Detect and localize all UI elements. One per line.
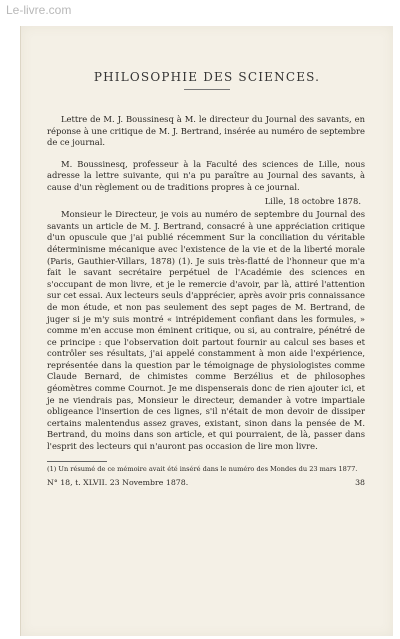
document-page <box>20 26 393 636</box>
footnote: (1) Un résumé de ce mémoire avait été inséré dans le numéro des Mondes du 23 mars 1877. <box>47 464 358 473</box>
article-body <box>47 114 365 489</box>
page-footer <box>47 477 365 489</box>
issue-reference: N° 18, t. XLVII. 23 Novembre 1878. <box>47 478 189 488</box>
title-divider <box>184 89 230 90</box>
intro-paragraph: Lettre de M. J. Boussinesq à M. le directeur du Journal des savants, en réponse à une critique de M. J. Bertrand, insérée au numéro de septembre de ce journal. <box>47 114 365 148</box>
page-number: 38 <box>355 478 365 488</box>
page-title: PHILOSOPHIE DES SCIENCES. <box>93 70 321 84</box>
letter-date: Lille, 18 octobre 1878. <box>264 195 361 206</box>
letter-paragraph: Monsieur le Directeur, je vois au numéro de septembre du Journal des savants un article de M. J. Bertrand, consacré à une appréciation critique d'un opuscule que j'ai publié récemment Sur la conciliation du véritable déterminisme mécanique avec l'existence de la vie et de la liberté morale (Paris, Gauthier-Villars, 1878) (1). Je suis très-flatté de l'honneur que m'a fait le savant secrétaire perpétuel de l'Académie des sciences en s'occupant de mon livre, et je le remercie d'avoir, par là, attiré l'attention sur cet essai. Aux lecteurs seuls d'apprécier, après avoir pris connaissance de mon étude, et non pas seulement des sept pages de M. Bertrand, de juger si je m'y suis montré « intrépidement confiant dans les formules, » comme m'en accuse mon éminent critique, ou si, au contraire, pénétré de ce principe : que l'observation doit partout fournir au calcul ses bases et contrôler ses résultats, j'ai appelé constamment à mon aide l'expérience, représentée dans la question par le témoignage de physiologistes comme Claude Bernard, de chimistes comme Berzélius et de philosophes géomètres comme Cournot. Je me dispenserais donc de rien ajouter ici, et je ne viendrais pas, Monsieur le directeur, demander à votre impartiale obligeance l'insertion de ces lignes, s'il n'était de mon devoir de dissiper certains malentendus assez graves, existant, sinon dans la pensée de M. Bertrand, du moins dans son article, et qui pourraient, de là, passer dans l'esprit des lecteurs qui n'auront pas occasion de lire mon livre. <box>47 209 365 452</box>
footnote-divider <box>47 461 107 462</box>
site-label[interactable]: Le-livre.com <box>6 3 72 17</box>
editor-note-paragraph: M. Boussinesq, professeur à la Faculté des sciences de Lille, nous adresse la lettre suivante, qui n'a pu paraître au Journal des savants, à cause d'un règlement ou de traditions propres à ce journal. <box>47 158 365 192</box>
